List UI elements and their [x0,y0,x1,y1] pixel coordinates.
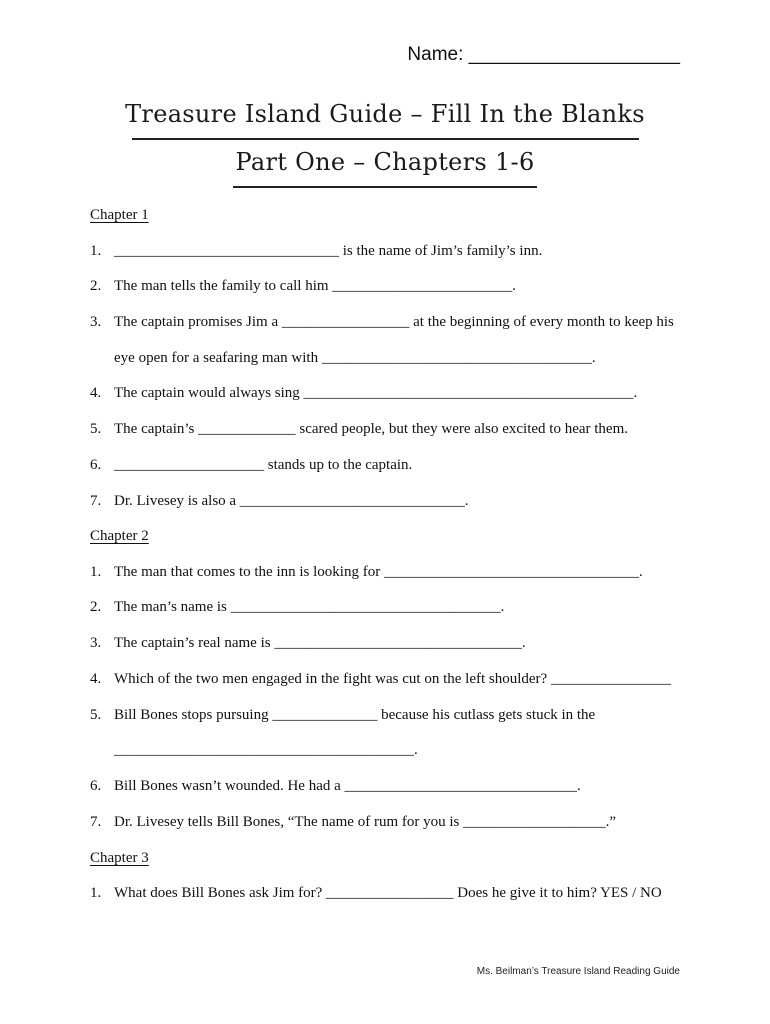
page-footer: Ms. Beilman’s Treasure Island Reading Guide [476,966,680,977]
question-continuation: eye open for a seafaring man with ____________________________________. [114,350,596,366]
subtitle-underline [233,186,537,188]
question-number: 1. [90,243,102,259]
question-number: 1. [90,564,102,580]
title-underline [132,138,639,140]
question-number: 3. [90,635,102,651]
question-text: The captain promises Jim a _________________ at the beginning of every month to keep his [114,314,674,330]
question-text: ______________________________ is the name of Jim’s family’s inn. [114,243,543,259]
question-number: 4. [90,671,102,687]
question-number: 6. [90,457,102,473]
question-text: Bill Bones stops pursuing ______________ because his cutlass gets stuck in the [114,707,596,723]
question-number: 7. [90,493,102,509]
question-number: 2. [90,599,102,615]
question-text: Dr. Livesey tells Bill Bones, “The name of rum for you is ___________________.” [114,814,617,830]
page-subtitle: Part One – Chapters 1-6 [235,148,535,176]
question-text: The man that comes to the inn is looking for __________________________________. [114,564,643,580]
chapter-1-heading: Chapter 1 [90,207,149,223]
question-number: 1. [90,885,102,901]
question-number: 6. [90,778,102,794]
question-text: The man tells the family to call him ________________________. [114,278,517,294]
question-number: 5. [90,707,102,723]
question-number: 7. [90,814,102,830]
question-continuation: ________________________________________. [114,742,418,758]
question-number: 4. [90,385,102,401]
chapter-2-heading: Chapter 2 [90,528,149,544]
chapter-3-heading: Chapter 3 [90,850,149,866]
question-text: The captain would always sing ____________________________________________. [114,385,638,401]
question-text: The captain’s _____________ scared people, but they were also excited to hear them. [114,421,628,437]
question-text: Dr. Livesey is also a ______________________________. [114,493,469,509]
question-number: 5. [90,421,102,437]
question-text: The man’s name is ____________________________________. [114,599,505,615]
name-field: Name: ____________________ [407,44,680,65]
question-number: 3. [90,314,102,330]
question-text: What does Bill Bones ask Jim for? _________________ Does he give it to him? YES / NO [114,885,662,901]
question-text: The captain’s real name is _________________________________. [114,635,526,651]
question-text: ____________________ stands up to the captain. [114,457,413,473]
question-number: 2. [90,278,102,294]
question-text: Which of the two men engaged in the fight was cut on the left shoulder? ________________ [114,671,671,687]
page-title: Treasure Island Guide – Fill In the Blanks [125,100,645,128]
question-text: Bill Bones wasn’t wounded. He had a _______________________________. [114,778,581,794]
